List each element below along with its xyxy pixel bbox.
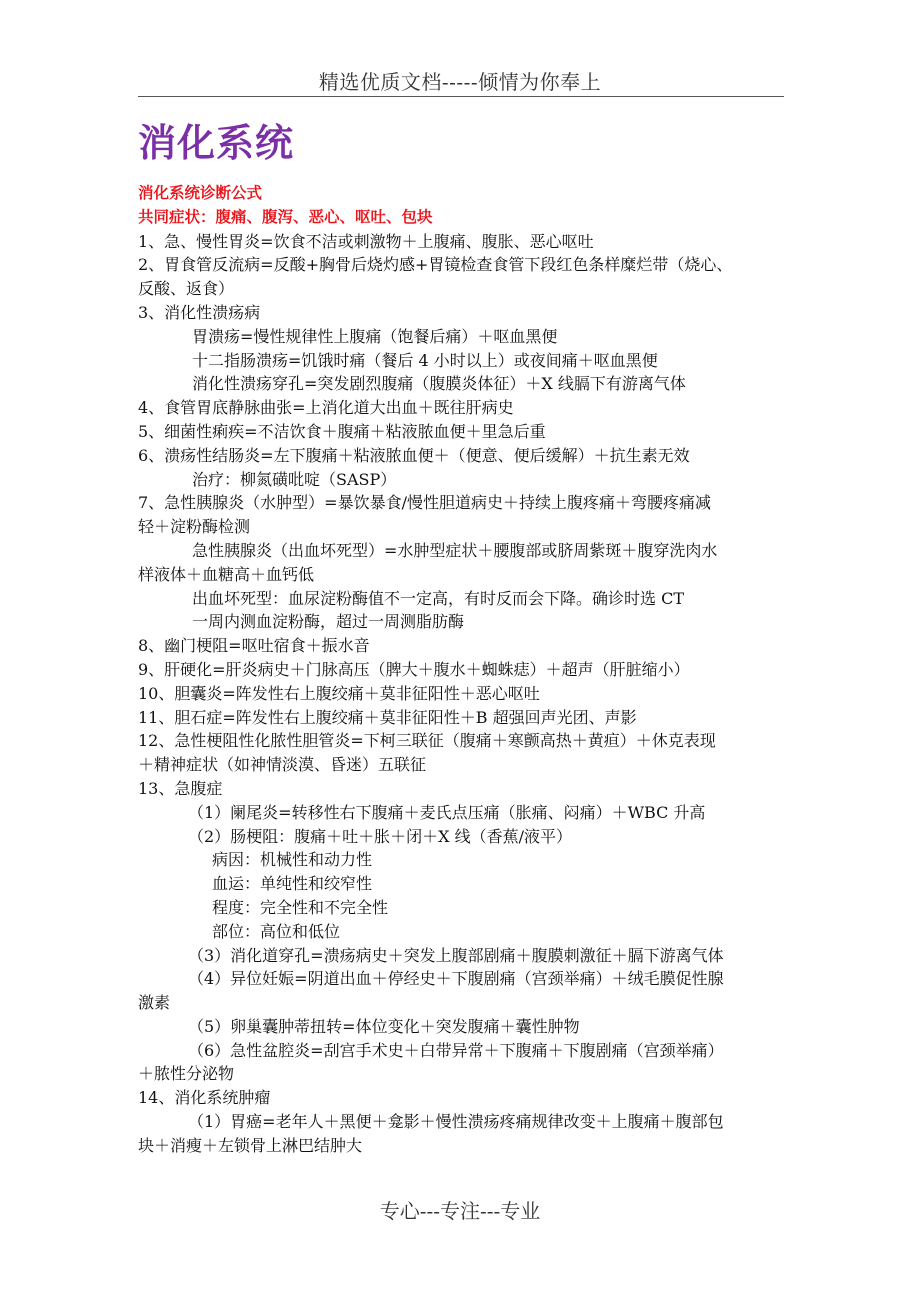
text-line: 部位：高位和低位 bbox=[212, 921, 341, 941]
text-line: 病因：机械性和动力性 bbox=[212, 850, 373, 870]
text-line: 3、消化性溃疡病 bbox=[138, 302, 261, 322]
page-header: 精选优质文档-----倾情为你奉上 bbox=[318, 70, 602, 94]
text-line: 1、急、慢性胃炎=饮食不洁或刺激物＋上腹痛、腹胀、恶心呕吐 bbox=[138, 231, 594, 251]
page-title: 消化系统 bbox=[138, 121, 295, 165]
text-line: 激素 bbox=[138, 993, 171, 1013]
text-line: 14、消化系统肿瘤 bbox=[138, 1088, 271, 1108]
text-line: ＋脓性分泌物 bbox=[138, 1064, 235, 1084]
section-heading: 共同症状：腹痛、腹泻、恶心、呕吐、包块 bbox=[138, 207, 433, 226]
text-line: （6）急性盆腔炎=刮宫手术史＋白带异常＋下腹痛＋下腹剧痛（宫颈举痛） bbox=[188, 1040, 724, 1060]
text-line: （2）肠梗阻：腹痛＋吐＋胀＋闭＋X 线（香蕉/液平） bbox=[188, 826, 573, 846]
text-line: 血运：单纯性和绞窄性 bbox=[212, 874, 373, 894]
page-footer: 专心---专注---专业 bbox=[379, 1199, 541, 1223]
text-line: 12、急性梗阻性化脓性胆管炎=下柯三联征（腹痛＋寒颤高热＋黄疸）＋休克表现 bbox=[138, 731, 716, 751]
text-line: 2、胃食管反流病=反酸+胸骨后烧灼感+胃镜检查食管下段红色条样糜烂带（烧心、 bbox=[138, 255, 733, 275]
text-line: （1）胃癌=老年人＋黑便＋龛影＋慢性溃疡疼痛规律改变＋上腹痛＋腹部包 bbox=[188, 1112, 724, 1132]
text-line: 出血坏死型：血尿淀粉酶值不一定高，有时反而会下降。确诊时选 CT bbox=[192, 588, 685, 608]
document-body bbox=[138, 182, 778, 1158]
text-line: 7、急性胰腺炎（水肿型）=暴饮暴食/慢性胆道病史＋持续上腹疼痛＋弯腰疼痛减 bbox=[138, 493, 711, 513]
text-line: 急性胰腺炎（出血坏死型）=水肿型症状＋腰腹部或脐周紫斑＋腹穿洗肉水 bbox=[192, 540, 718, 560]
text-line: （1）阑尾炎=转移性右下腹痛＋麦氏点压痛（胀痛、闷痛）＋WBC 升高 bbox=[188, 802, 706, 822]
text-line: （5）卵巢囊肿蒂扭转=体位变化＋突发腹痛＋囊性肿物 bbox=[188, 1016, 580, 1036]
text-line: 13、急腹症 bbox=[138, 778, 223, 798]
text-line: 8、幽门梗阻=呕吐宿食＋振水音 bbox=[138, 636, 370, 656]
text-line: 10、胆囊炎=阵发性右上腹绞痛＋莫非征阳性＋恶心呕吐 bbox=[138, 683, 540, 703]
text-line: 11、胆石症=阵发性右上腹绞痛＋莫非征阳性＋B 超强回声光团、声影 bbox=[138, 707, 637, 727]
text-line: （4）异位妊娠=阴道出血＋停经史＋下腹剧痛（宫颈举痛）＋绒毛膜促性腺 bbox=[188, 969, 724, 989]
text-line: 消化性溃疡穿孔=突发剧烈腹痛（腹膜炎体征）＋X 线膈下有游离气体 bbox=[192, 374, 686, 394]
text-line: ＋精神症状（如神情淡漠、昏迷）五联征 bbox=[138, 755, 427, 775]
text-line: 6、溃疡性结肠炎=左下腹痛＋粘液脓血便＋（便意、便后缓解）＋抗生素无效 bbox=[138, 445, 690, 465]
text-line: 一周内测血淀粉酶，超过一周测脂肪酶 bbox=[192, 612, 465, 632]
text-line: 样液体＋血糖高＋血钙低 bbox=[138, 564, 315, 584]
text-line: 十二指肠溃疡=饥饿时痛（餐后 4 小时以上）或夜间痛＋呕血黑便 bbox=[192, 350, 658, 370]
text-line: 轻＋淀粉酶检测 bbox=[138, 517, 251, 537]
section-heading: 消化系统诊断公式 bbox=[138, 184, 263, 202]
text-line: 9、肝硬化=肝炎病史＋门脉高压（脾大＋腹水＋蜘蛛痣）＋超声（肝脏缩小） bbox=[138, 659, 690, 679]
text-line: （3）消化道穿孔=溃疡病史＋突发上腹部剧痛＋腹膜刺激征＋膈下游离气体 bbox=[188, 945, 724, 965]
header-divider bbox=[138, 96, 784, 97]
text-line: 5、细菌性痢疾=不洁饮食＋腹痛＋粘液脓血便＋里急后重 bbox=[138, 421, 546, 441]
text-line: 反酸、返食） bbox=[138, 279, 235, 299]
text-line: 程度：完全性和不完全性 bbox=[212, 897, 389, 917]
text-line: 治疗：柳氮磺吡啶（SASP） bbox=[192, 469, 397, 489]
text-line: 4、食管胃底静脉曲张=上消化道大出血＋既往肝病史 bbox=[138, 398, 514, 418]
text-line: 胃溃疡=慢性规律性上腹痛（饱餐后痛）＋呕血黑便 bbox=[192, 326, 558, 346]
text-line: 块＋消瘦＋左锁骨上淋巴结肿大 bbox=[138, 1135, 363, 1155]
